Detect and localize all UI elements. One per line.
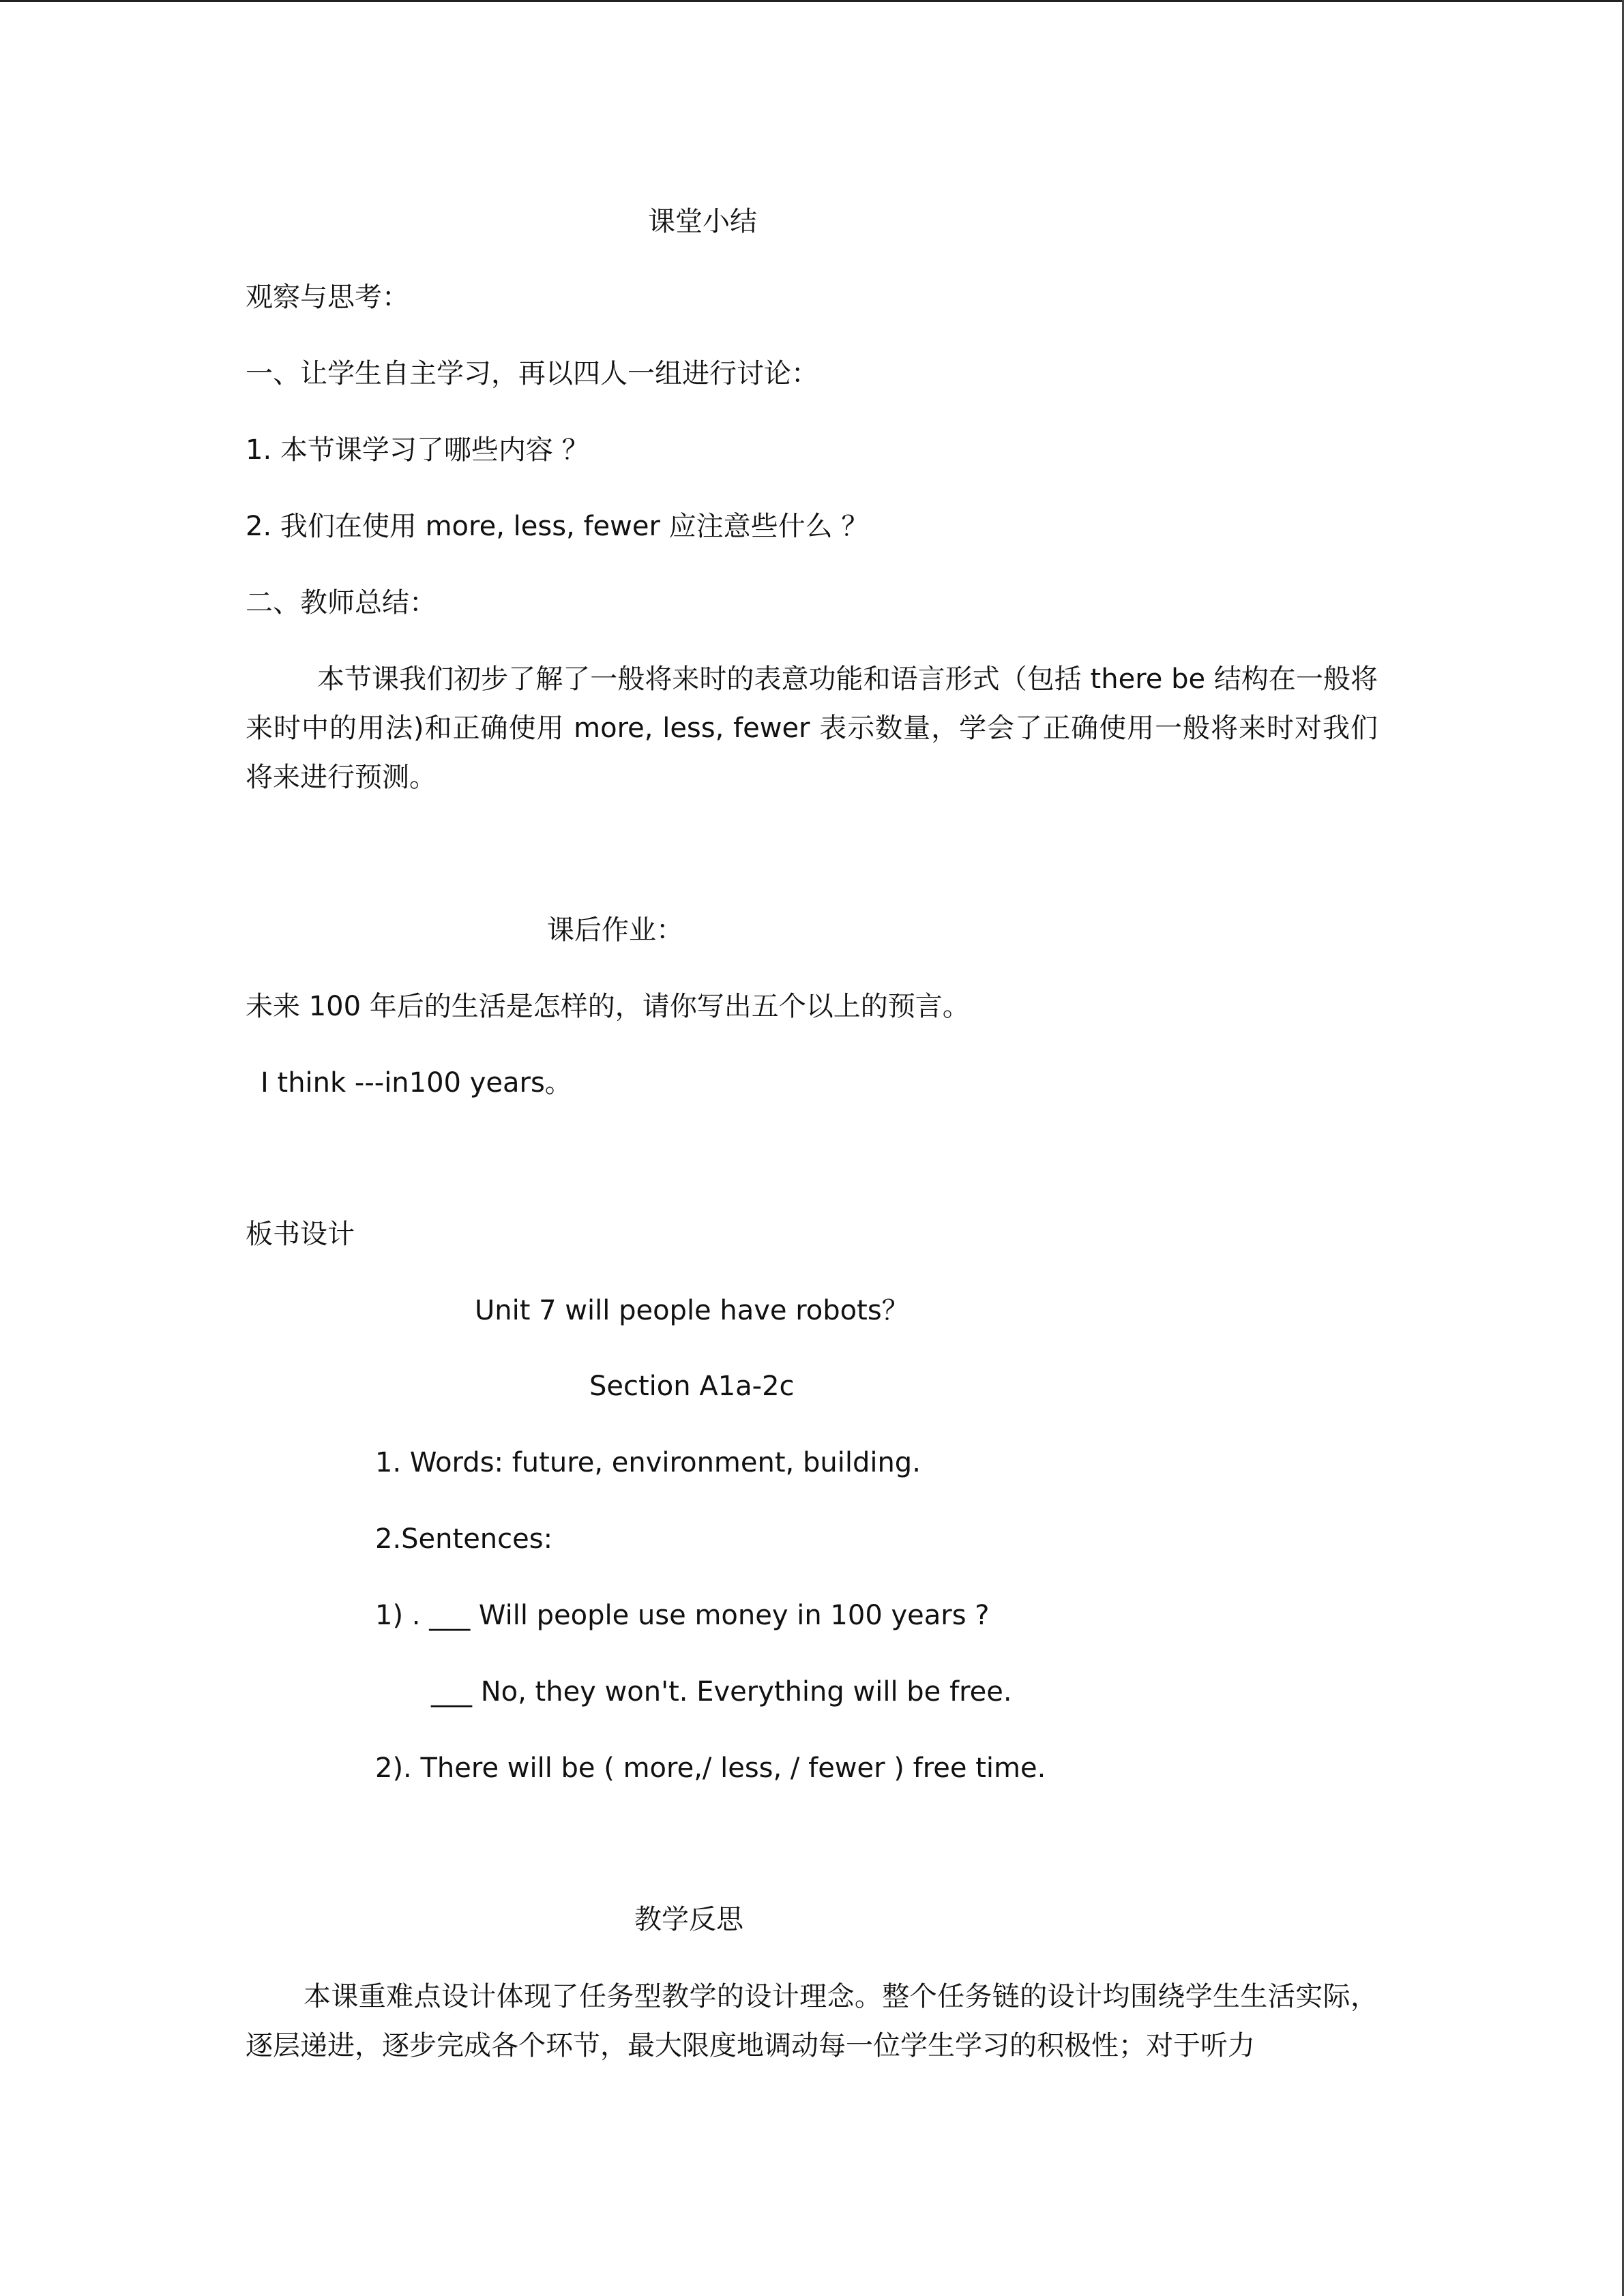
teacher-summary-paragraph: 本节课我们初步了解了一般将来时的表意功能和语言形式（包括 there be 结构在一般将来时中的用法)和正确使用 more, less, fewer 表示数量，学会了正确使用一般将来时对我们将来进行预测。	[246, 664, 1378, 793]
sentence-1-answer: ___ No, they won't. Everything will be free.	[431, 1676, 1012, 1708]
question-1: 1. 本节课学习了哪些内容 ？	[246, 434, 589, 466]
section-title: Section A1a-2c	[589, 1371, 795, 1402]
board-design-heading: 板书设计	[246, 1219, 355, 1250]
teacher-summary-label: 二、教师总结：	[246, 587, 437, 618]
discussion-instruction: 一、让学生自主学习，再以四人一组进行讨论：	[246, 358, 818, 389]
sentence-1-question: 1) . ___ Will people use money in 100 years ?	[375, 1600, 990, 1631]
board-words: 1. Words: future, environment, building.	[375, 1447, 921, 1478]
question-2: 2. 我们在使用 more, less, fewer 应注意些什么 ？	[246, 511, 869, 542]
reflection-heading: 教学反思	[634, 1904, 743, 1935]
homework-heading: 课后作业：	[547, 914, 683, 946]
homework-example: I think ---in100 years。	[261, 1067, 572, 1099]
observe-label: 观察与思考：	[246, 282, 409, 313]
reflection-paragraph: 本课重难点设计体现了任务型教学的设计理念。整个任务链的设计均围绕学生生活实际，逐层递进，逐步完成各个环节，最大限度地调动每一位学生学习的积极性；对于听力	[246, 1981, 1378, 2061]
sentences-label: 2.Sentences:	[375, 1523, 553, 1555]
summary-heading: 课堂小结	[648, 206, 757, 237]
page-top-border	[0, 0, 1624, 2]
sentence-2: 2). There will be ( more,/ less, / fewer ) free time.	[375, 1753, 1046, 1784]
homework-task: 未来 100 年后的生活是怎样的，请你写出五个以上的预言。	[246, 991, 970, 1022]
unit-title: Unit 7 will people have robots？	[475, 1295, 909, 1326]
